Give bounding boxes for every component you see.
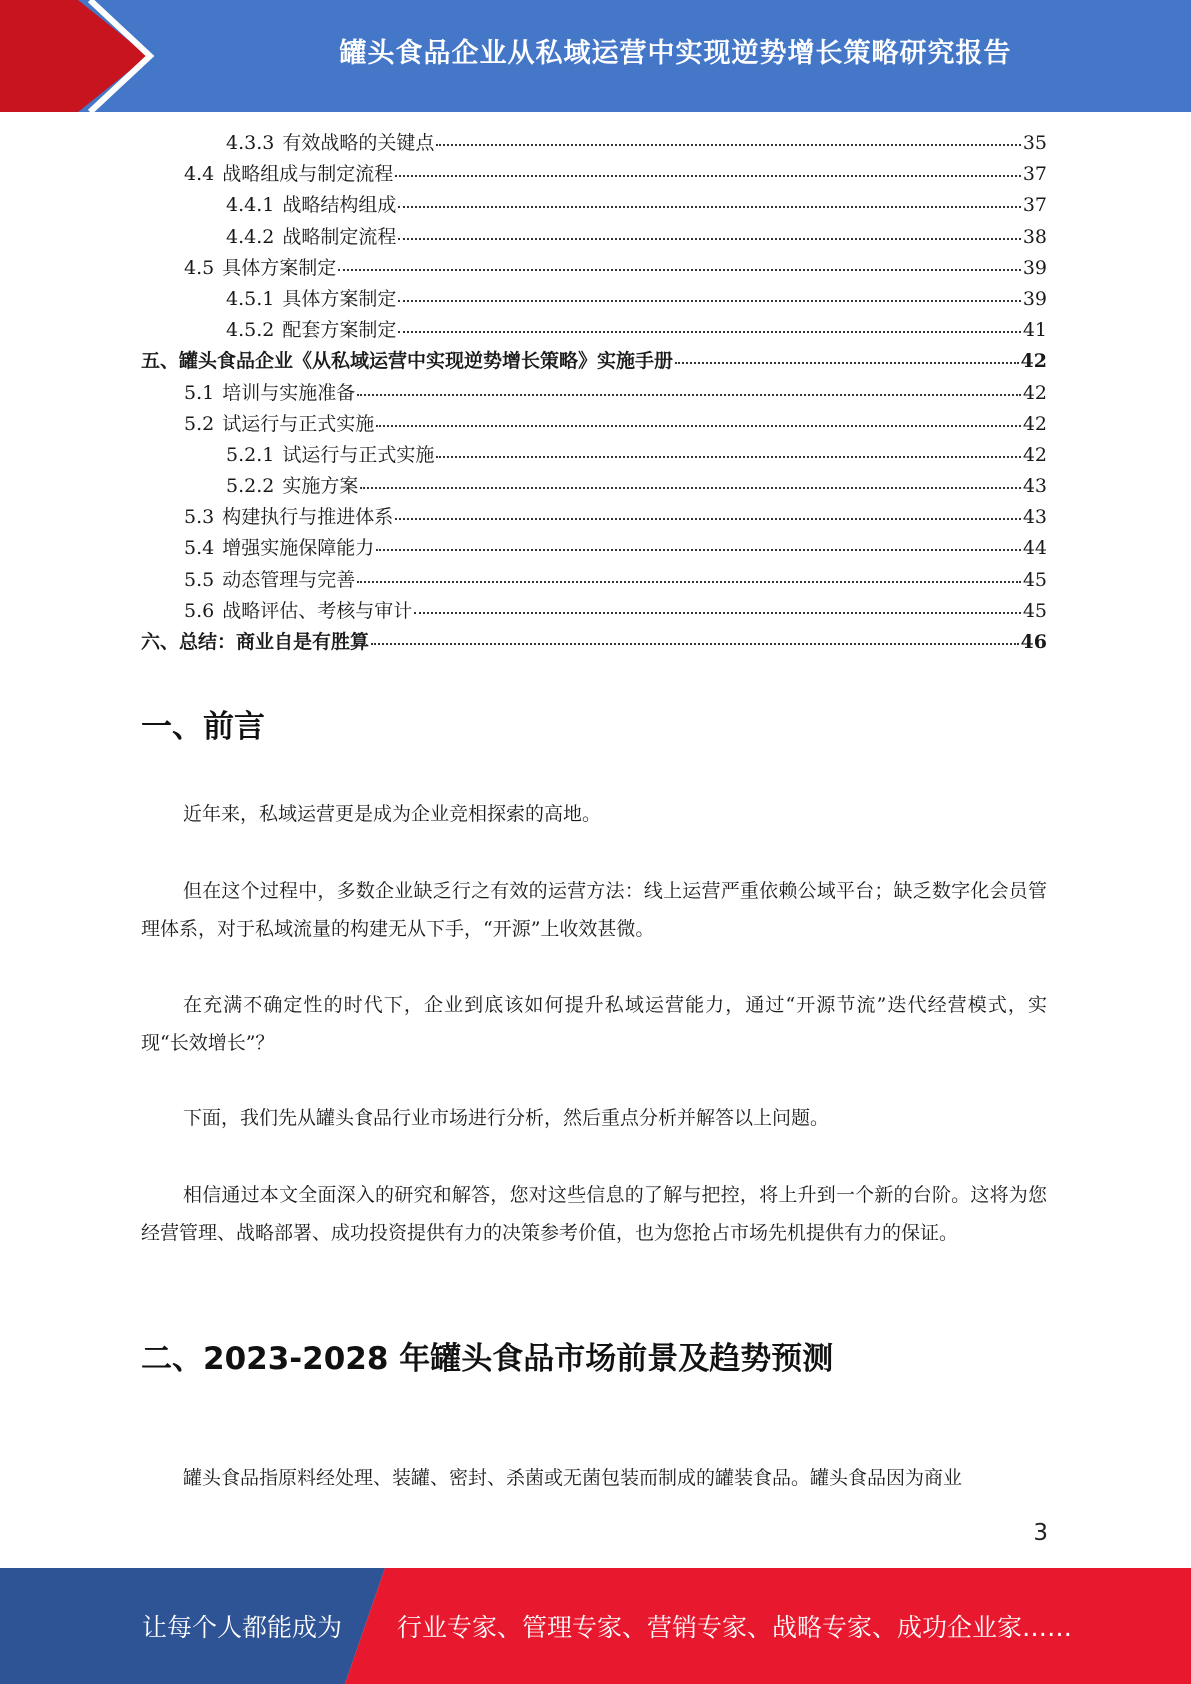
toc-entry-number: 4.4 [184, 163, 215, 186]
toc-entry-page: 38 [1022, 225, 1047, 248]
toc-dot-leader [338, 269, 1021, 271]
toc-dot-leader [675, 362, 1019, 364]
toc-entry-page: 44 [1022, 537, 1047, 560]
toc-entry-number: 4.3.3 [226, 132, 275, 154]
toc-entry-title: 培训与实施准备 [222, 381, 356, 404]
toc-entry-title: 构建执行与推进体系 [222, 506, 394, 529]
toc-dot-leader [395, 175, 1021, 177]
toc-entry-page: 41 [1022, 319, 1047, 342]
toc-entry-page: 46 [1020, 631, 1047, 653]
toc-dot-leader [398, 238, 1020, 240]
toc-entry[interactable] [141, 346, 1047, 377]
toc-dot-leader [376, 549, 1021, 551]
toc-entry-number: 4.5 [184, 256, 215, 279]
toc-entry-number: 5.1 [184, 381, 215, 404]
toc-entry-title: 试运行与正式实施 [222, 412, 375, 435]
toc-entry-number: 4.4.1 [226, 194, 275, 217]
toc-entry[interactable] [141, 128, 1047, 159]
footer-slogan-right: 行业专家、管理专家、营销专家、战略专家、成功企业家…… [397, 1613, 1073, 1642]
toc-entry-page: 45 [1022, 599, 1047, 622]
toc-entry-title: 五、罐头食品企业《从私域运营中实现逆势增长策略》实施手册 [141, 350, 674, 373]
toc-entry-page: 43 [1022, 506, 1047, 529]
toc-dot-leader [414, 612, 1021, 614]
footer-slogan-left: 让每个人都能成为 [142, 1613, 343, 1642]
toc-entry-title: 具体方案制定 [222, 256, 337, 279]
toc-entry-page: 39 [1022, 256, 1047, 279]
toc-dot-leader [395, 518, 1021, 520]
toc-entry[interactable] [141, 284, 1047, 315]
page-header [0, 0, 1191, 112]
toc-dot-leader [376, 425, 1021, 427]
toc-entry-title: 实施方案 [282, 475, 359, 498]
section-heading-market: 二、2023-2028 年罐头食品市场前景及趋势预测 [141, 1341, 834, 1377]
toc-dot-leader [436, 144, 1020, 146]
paragraph: 近年来，私域运营更是成为企业竞相探索的高地。 [183, 803, 602, 825]
toc-entry-number: 5.3 [184, 506, 215, 529]
toc-entry-page: 35 [1022, 132, 1047, 154]
toc-entry[interactable] [141, 627, 1047, 658]
toc-entry-page: 39 [1022, 287, 1047, 310]
toc-dot-leader [357, 581, 1021, 583]
page-number: 3 [1033, 1520, 1048, 1546]
toc-entry-number: 5.2 [184, 412, 215, 435]
toc-dot-leader [436, 456, 1020, 458]
toc-entry[interactable] [141, 253, 1047, 284]
toc-entry-number: 5.5 [184, 568, 215, 591]
toc-entry[interactable] [141, 378, 1047, 409]
toc-entry-title: 增强实施保障能力 [222, 537, 375, 560]
toc-entry[interactable] [141, 159, 1047, 190]
toc-entry-page: 37 [1022, 194, 1047, 217]
paragraph: 下面，我们先从罐头食品行业市场进行分析，然后重点分析并解答以上问题。 [183, 1107, 830, 1129]
toc-entry-title: 战略结构组成 [282, 194, 397, 217]
toc-dot-leader [357, 394, 1021, 396]
toc-entry[interactable] [141, 596, 1047, 627]
toc-entry-number: 4.5.2 [226, 319, 275, 342]
toc-entry[interactable] [141, 533, 1047, 564]
toc-entry-title: 配套方案制定 [282, 319, 397, 342]
toc-entry-page: 42 [1022, 381, 1047, 404]
toc-entry-title: 有效战略的关键点 [282, 132, 435, 154]
toc-entry-title: 试运行与正式实施 [282, 443, 435, 466]
toc-entry[interactable] [141, 502, 1047, 533]
toc-entry-number: 5.6 [184, 599, 215, 622]
toc-entry-number: 5.2.2 [226, 475, 275, 498]
toc-entry-page: 37 [1022, 163, 1047, 186]
toc-dot-leader [398, 206, 1020, 208]
toc-dot-leader [398, 300, 1020, 302]
toc-entry-title: 动态管理与完善 [222, 568, 356, 591]
toc-entry[interactable] [141, 222, 1047, 253]
toc-entry-number: 4.4.2 [226, 225, 275, 248]
paragraph: 相信通过本文全面深入的研究和解答，您对这些信息的了解与把控，将上升到一个新的台阶。这将为您经营管理、战略部署、成功投资提供有力的决策参考价值，也为您抢占市场先机提供有力的保证。 [141, 1184, 1047, 1244]
toc-dot-leader [371, 643, 1019, 645]
paragraph: 但在这个过程中，多数企业缺乏行之有效的运营方法：线上运营严重依赖公域平台；缺乏数字化会员管理体系，对于私域流量的构建无从下手，“开源”上收效甚微。 [141, 880, 1047, 940]
toc-entry-number: 5.4 [184, 537, 215, 560]
toc-entry-title: 战略制定流程 [282, 225, 397, 248]
toc-entry[interactable] [141, 565, 1047, 596]
toc-entry-title: 六、总结：商业自是有胜算 [141, 631, 370, 653]
toc-dot-leader [360, 487, 1020, 489]
toc-entry-page: 42 [1022, 443, 1047, 466]
toc-entry-number: 5.2.1 [226, 443, 275, 466]
toc-entry-title: 战略组成与制定流程 [222, 163, 394, 186]
toc-entry-page: 45 [1022, 568, 1047, 591]
paragraph: 罐头食品指原料经处理、装罐、密封、杀菌或无菌包装而制成的罐装食品。罐头食品因为商业 [183, 1467, 963, 1489]
section-heading-intro: 一、前言 [141, 709, 265, 745]
toc-entry-page: 42 [1022, 412, 1047, 435]
toc-entry[interactable] [141, 440, 1047, 471]
toc-entry[interactable] [141, 190, 1047, 221]
toc-entry-page: 43 [1022, 475, 1047, 498]
toc-entry-number: 4.5.1 [226, 287, 275, 310]
toc-dot-leader [398, 331, 1020, 333]
toc-entry-title: 具体方案制定 [282, 287, 397, 310]
page-footer [0, 1568, 1191, 1684]
toc-entry[interactable] [141, 409, 1047, 440]
toc-entry[interactable] [141, 315, 1047, 346]
toc-entry-title: 战略评估、考核与审计 [222, 599, 413, 622]
table-of-contents [141, 128, 1047, 658]
toc-entry[interactable] [141, 471, 1047, 502]
toc-entry-page: 42 [1020, 350, 1047, 373]
header-title: 罐头食品企业从私域运营中实现逆势增长策略研究报告 [339, 37, 1012, 69]
paragraph: 在充满不确定性的时代下，企业到底该如何提升私域运营能力，通过“开源节流”迭代经营模式，实现“长效增长”？ [141, 994, 1047, 1054]
